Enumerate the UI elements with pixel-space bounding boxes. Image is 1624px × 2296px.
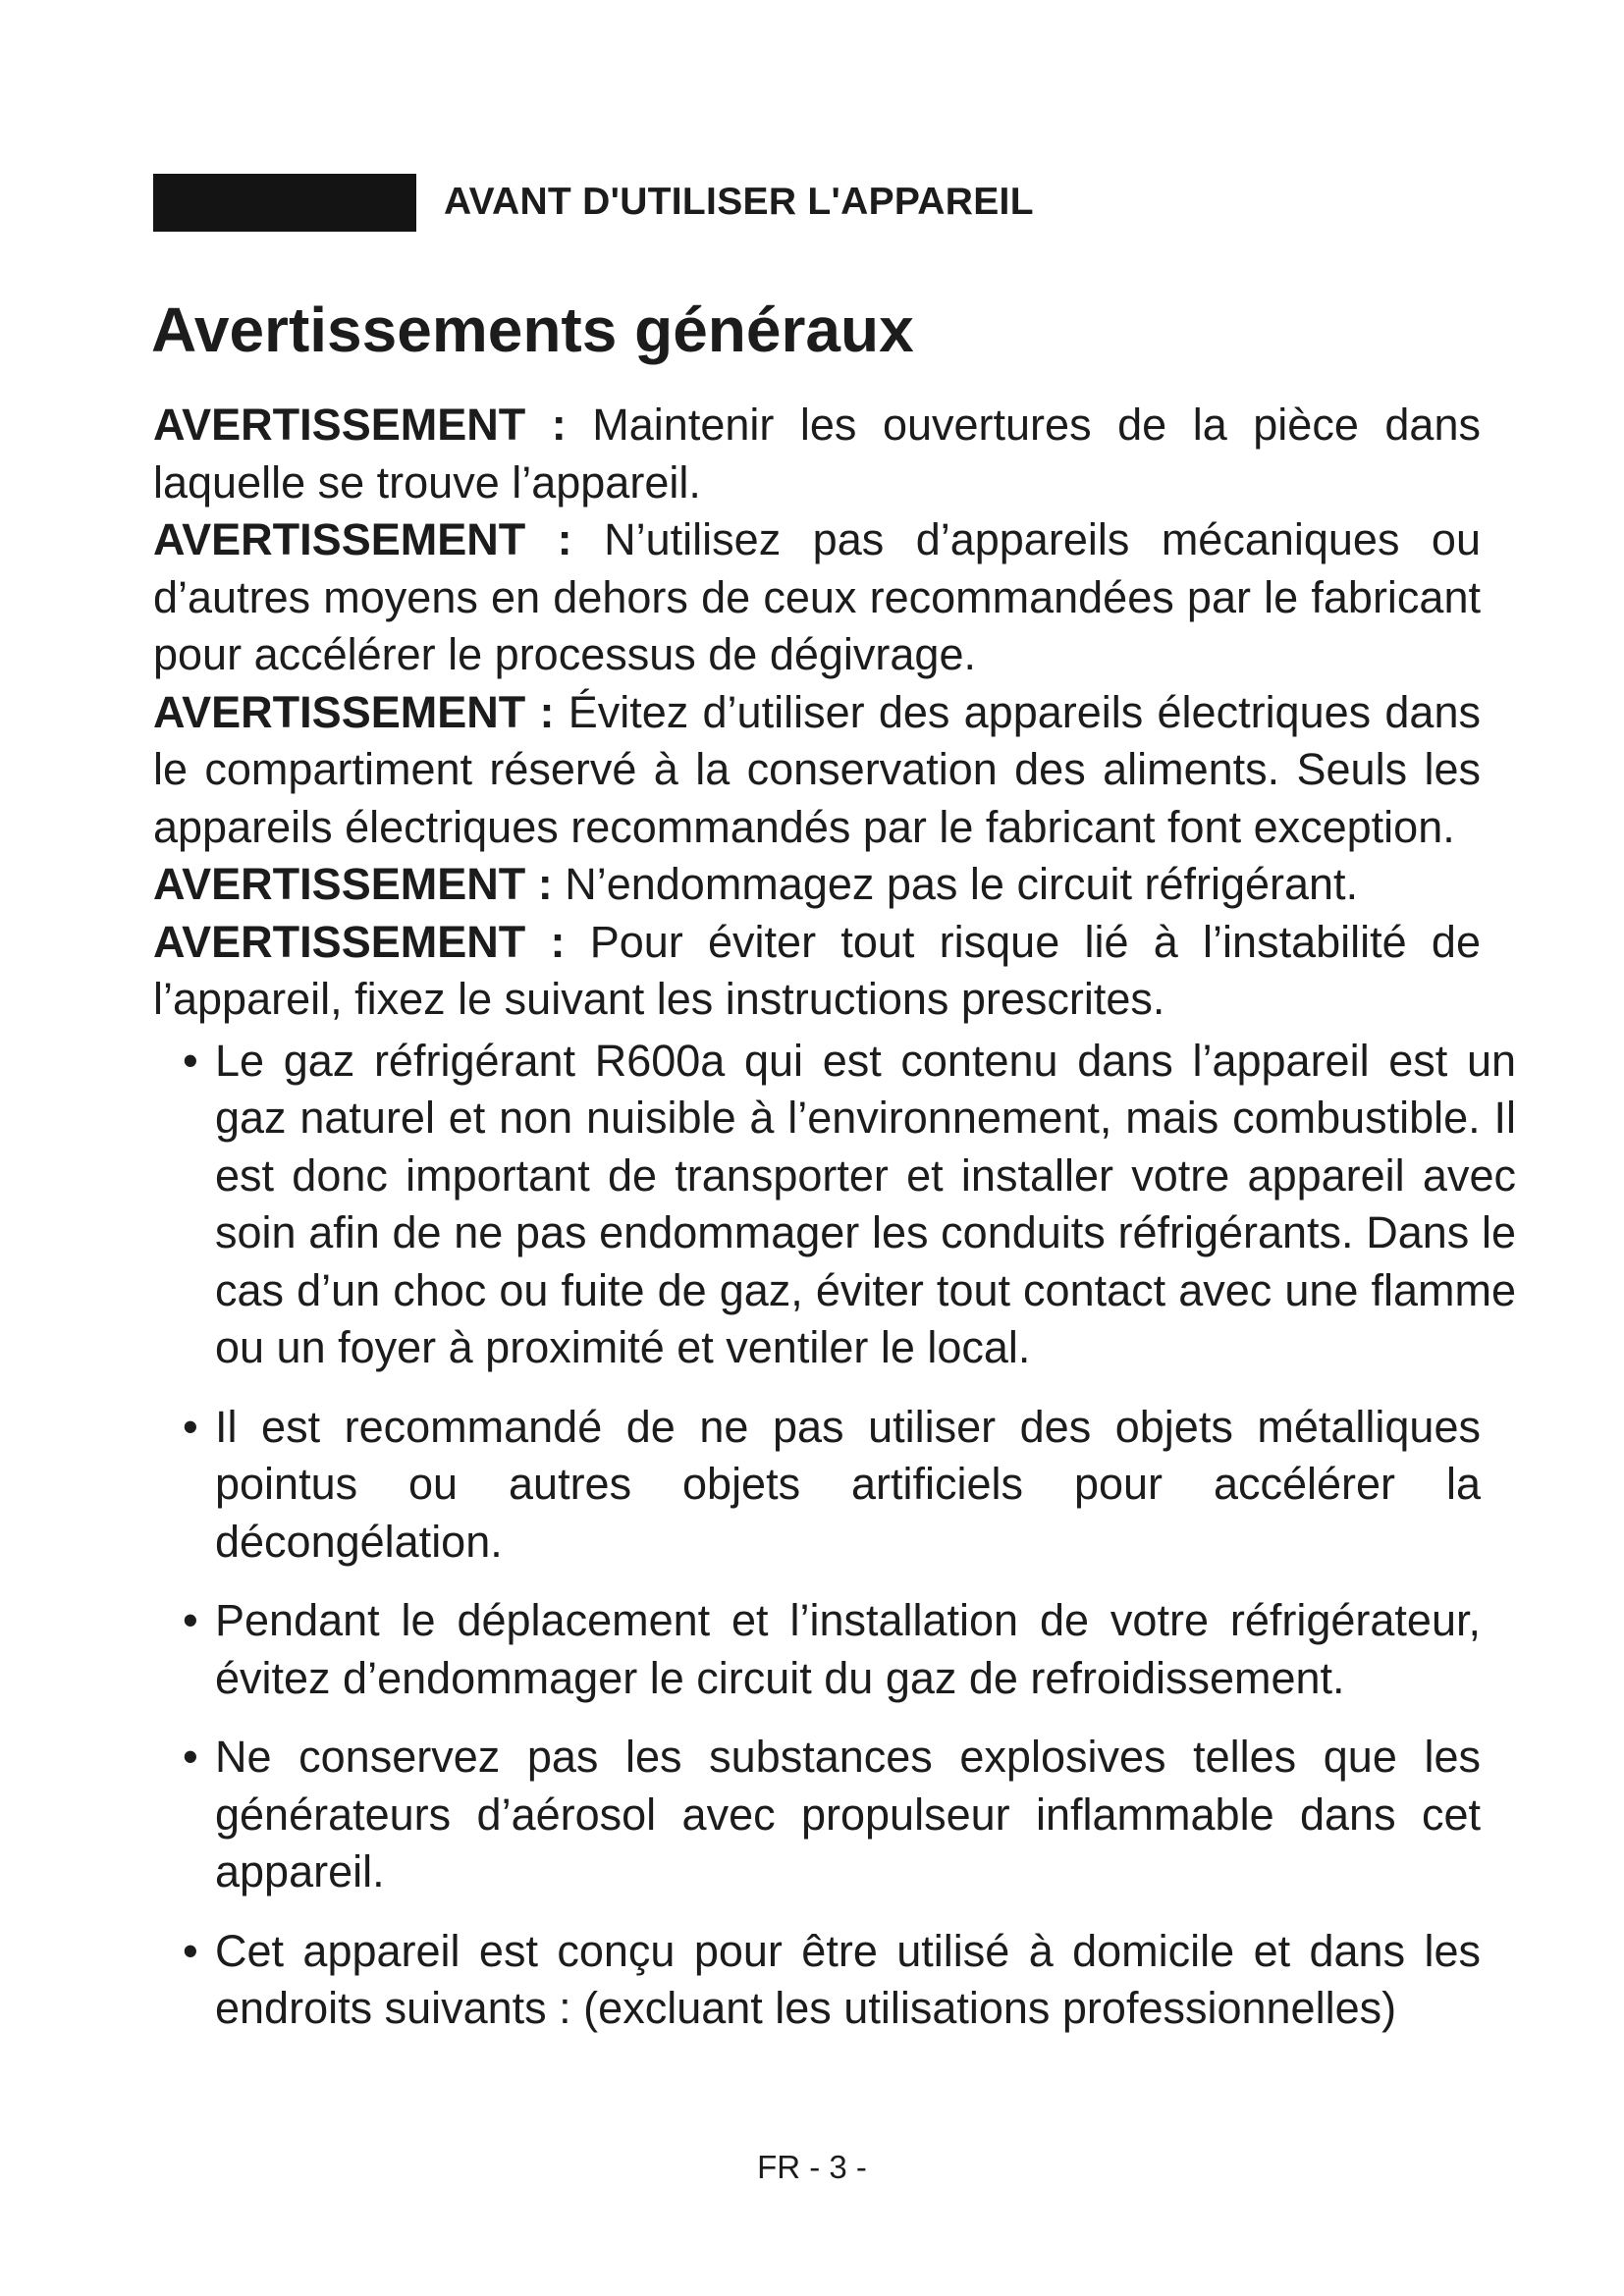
warning-label: AVERTISSEMENT :: [153, 916, 566, 967]
warning-text: N’endommagez pas le circuit réfrigérant.: [565, 859, 1359, 909]
list-item-text: Il est recommandé de ne pas utiliser des objets métalliques pointus ou autres objets artificiels pour accélérer la décongélation.: [215, 1401, 1481, 1567]
warning-label: AVERTISSEMENT :: [153, 686, 555, 737]
bullet-icon: •: [183, 1732, 198, 1782]
warning-label: AVERTISSEMENT :: [153, 400, 567, 450]
warning-paragraph: [153, 856, 1481, 914]
warning-label: AVERTISSEMENT :: [153, 514, 572, 564]
warning-paragraph: [153, 397, 1481, 511]
section-header-bar: [153, 174, 416, 232]
list-item: [153, 1033, 1516, 1377]
page-number: FR - 3 -: [757, 2149, 867, 2185]
warning-text: Évitez d’utiliser des appareils électriques dans le compartiment réservé à la conservation des aliments. Seuls les appareils électriques recommandés par le fabricant font exception.: [153, 686, 1481, 852]
list-item-text: Le gaz réfrigérant R600a qui est contenu dans l’appareil est un gaz naturel et non nuisible à l’environnement, mais combustible. Il est donc important de transporter et installer votre appareil avec soin afin de ne pas endommager les conduits réfrigérants. Dans le cas d’un choc ou fuite de gaz, éviter tout contact avec une flamme ou un foyer à proximité et ventiler le local.: [215, 1035, 1516, 1372]
warning-text: N’utilisez pas d’appareils mécaniques ou d’autres moyens en dehors de ceux recommandées par le fabricant pour accélérer le processus de dégivrage.: [153, 514, 1481, 679]
list-item-text: Pendant le déplacement et l’installation de votre réfrigérateur, évitez d’endommager le circuit du gaz de refroidissement.: [215, 1595, 1481, 1703]
section-label: AVANT D'UTILISER L'APPAREIL: [444, 181, 1034, 223]
warning-label: AVERTISSEMENT :: [153, 859, 553, 909]
list-item: [153, 1923, 1481, 2038]
warning-paragraph: [153, 914, 1481, 1029]
list-item-text: Cet appareil est conçu pour être utilisé à domicile et dans les endroits suivants : (excluant les utilisations professionnelles): [215, 1925, 1481, 2033]
page-content: [153, 397, 1516, 2059]
list-item-text: Ne conservez pas les substances explosives telles que les générateurs d’aérosol avec propulseur inflammable dans cet appareil.: [215, 1732, 1481, 1896]
warning-paragraph: [153, 684, 1481, 857]
list-item: [153, 1399, 1481, 1572]
warning-paragraph: [153, 511, 1481, 684]
warning-text: Maintenir les ouvertures de la pièce dans laquelle se trouve l’appareil.: [153, 400, 1481, 507]
bullet-icon: •: [183, 1595, 198, 1645]
bullet-list: [153, 1033, 1516, 2038]
bullet-icon: •: [183, 1035, 198, 1086]
bullet-icon: •: [183, 1925, 198, 1976]
page-title: Avertissements généraux: [151, 294, 914, 365]
list-item: [153, 1592, 1481, 1707]
bullet-icon: •: [183, 1401, 198, 1452]
list-item: [153, 1729, 1481, 1901]
warning-text: Pour éviter tout risque lié à l’instabilité de l’appareil, fixez le suivant les instructions prescrites.: [153, 916, 1481, 1024]
